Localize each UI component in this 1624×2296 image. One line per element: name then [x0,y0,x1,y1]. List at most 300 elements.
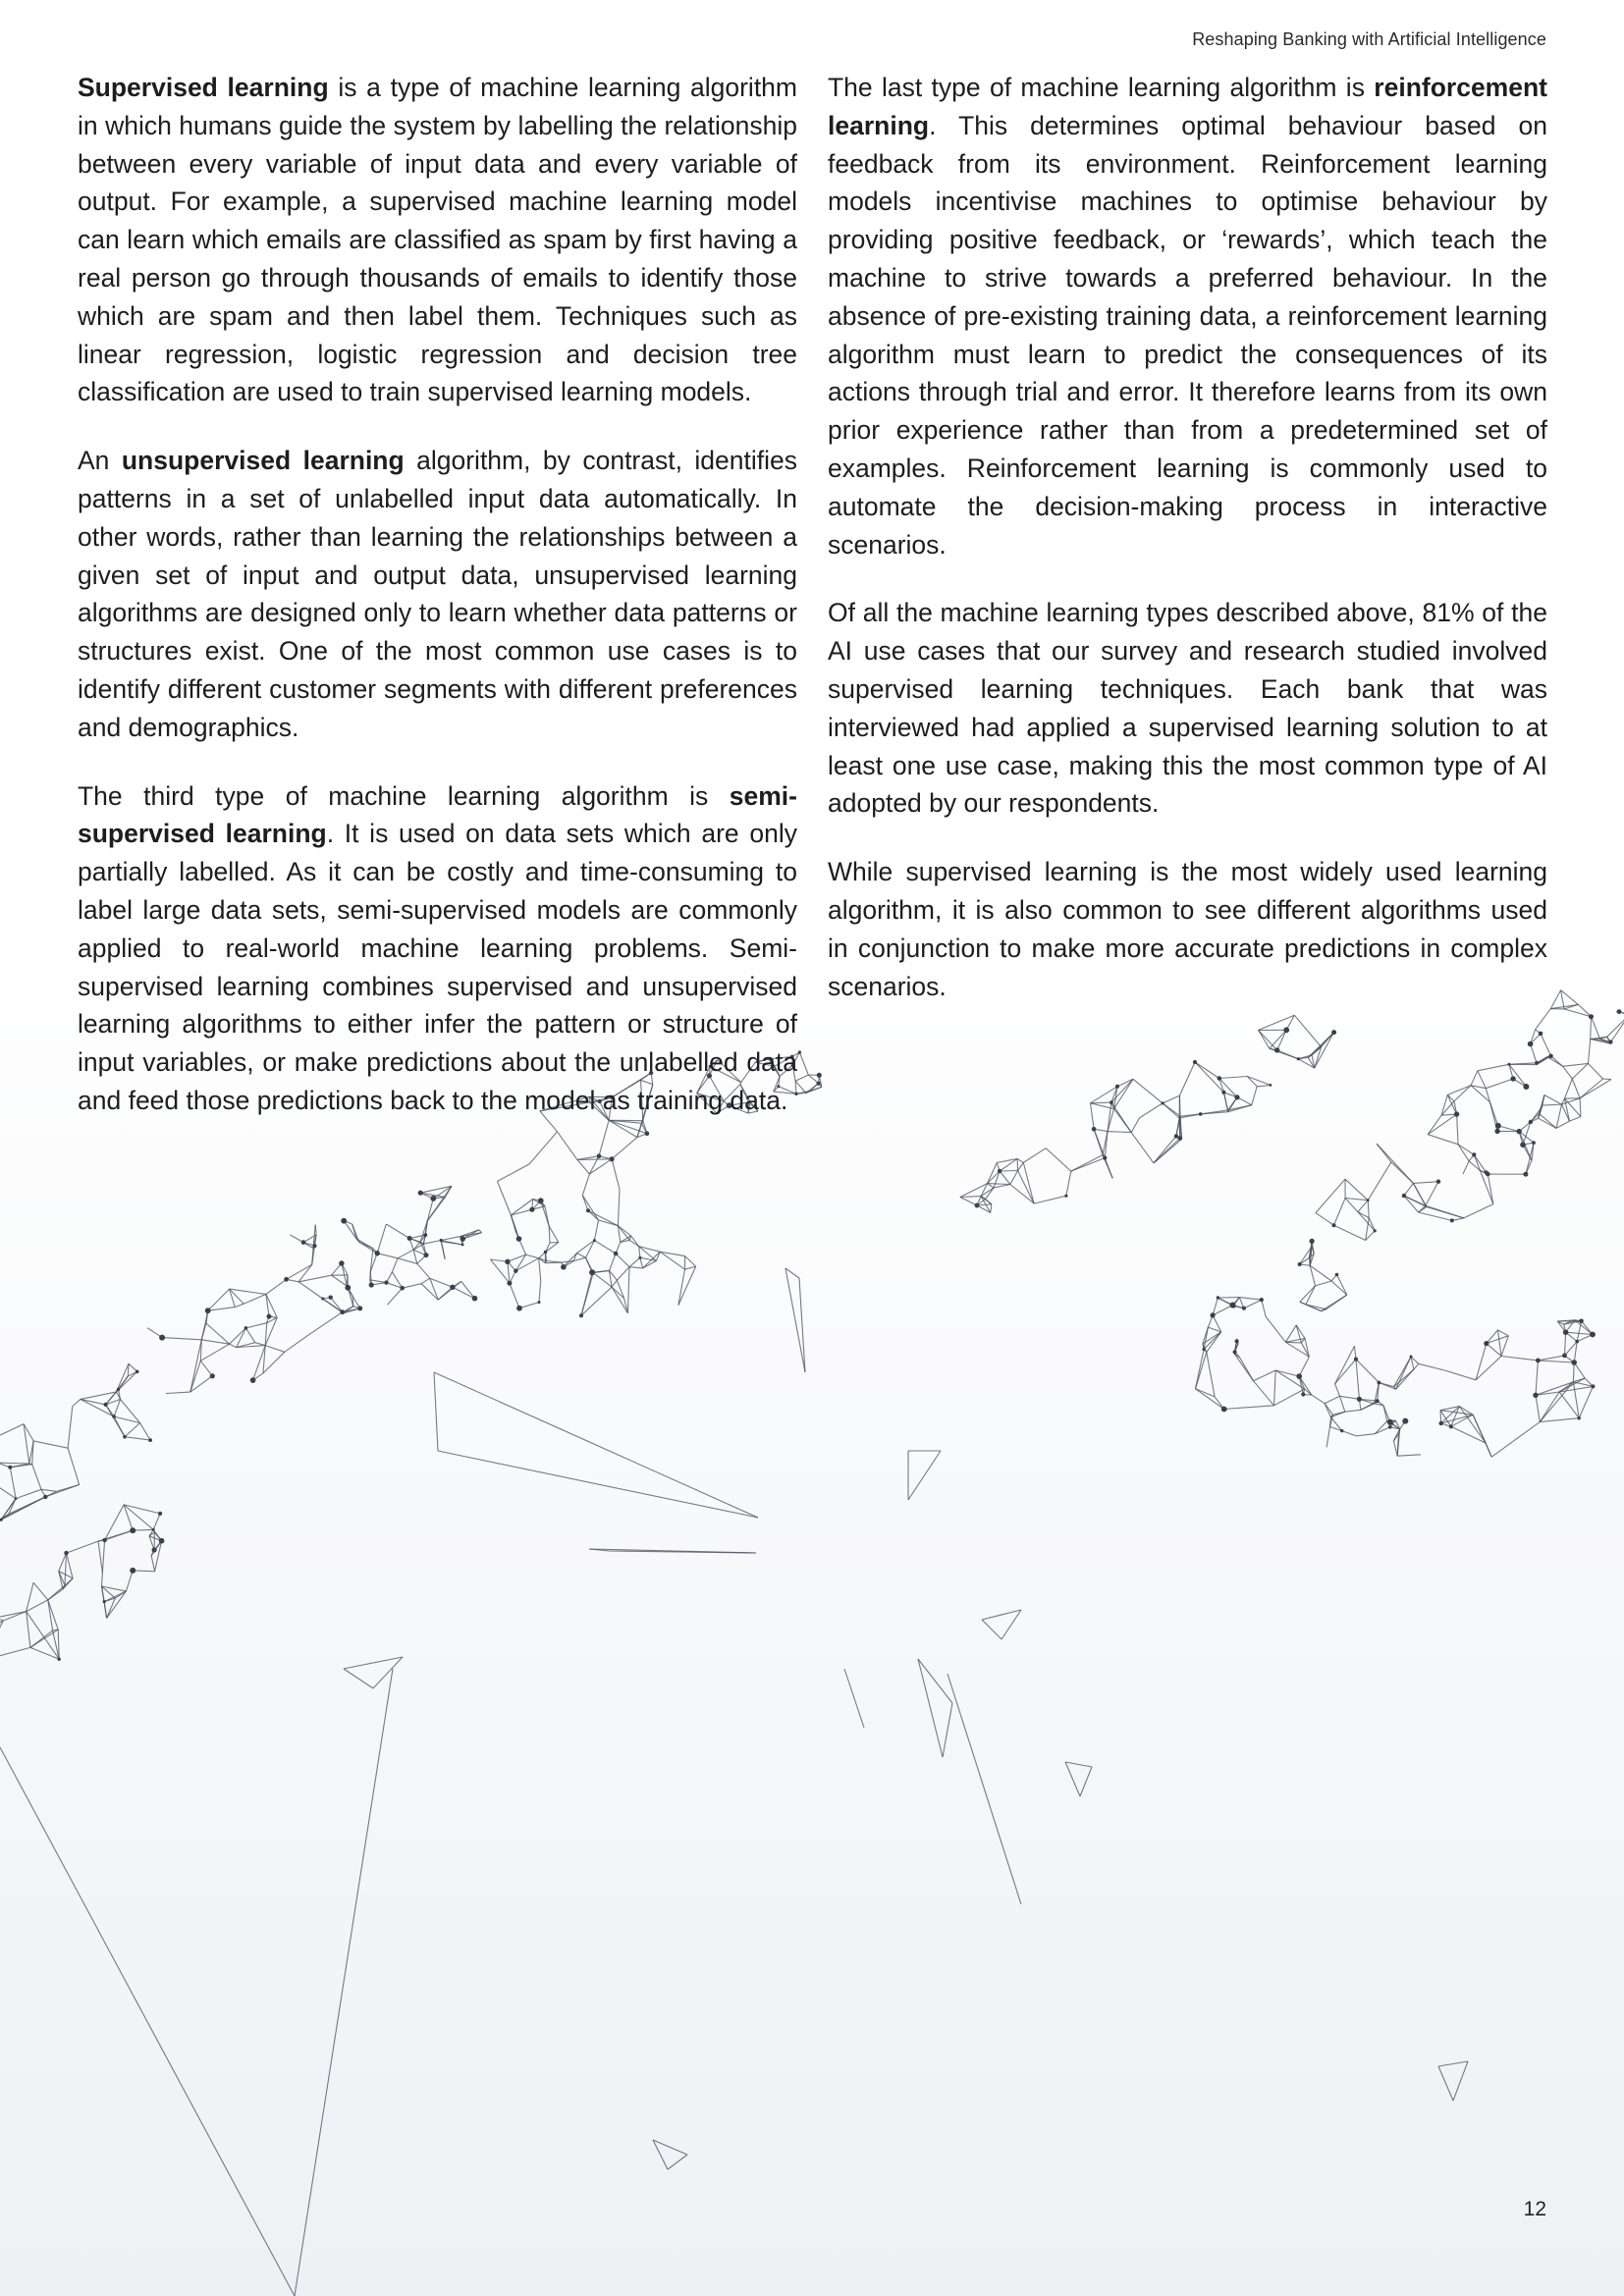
network-edge [24,1424,29,1464]
network-edge [577,1159,590,1174]
network-edge [48,1585,65,1600]
network-edge [1570,1117,1581,1122]
network-edge [612,1159,620,1190]
network-node [267,1314,272,1319]
network-edge [627,1267,629,1313]
term-supervised-learning: Supervised learning [78,73,329,102]
network-edge [1498,1330,1502,1357]
network-node [1575,1340,1579,1344]
network-edge [1414,1363,1419,1369]
network-edge [1018,1171,1035,1204]
network-edge [1034,1196,1066,1203]
network-node [1340,1429,1343,1432]
network-node [244,1326,248,1330]
network-edge [133,1571,154,1572]
network-node [1376,1399,1380,1403]
network-edge [0,1424,24,1440]
term-unsupervised-learning: unsupervised learning [121,446,405,476]
network-edge [1509,1064,1527,1087]
network-edge [1369,1218,1375,1231]
network-edge [1195,1062,1219,1079]
network-node [1484,1341,1489,1346]
network-node [614,1252,619,1256]
network-edge [10,1468,16,1499]
network-node [1494,1129,1499,1134]
network-edge [618,1190,620,1226]
network-node [1517,1129,1522,1134]
network-edge [9,1497,46,1515]
network-edge [1438,2066,1453,2101]
network-edge [549,1226,550,1243]
network-edge [1342,1431,1357,1436]
network-edge [67,1541,99,1553]
network-node [1301,1392,1305,1396]
network-node [1520,1142,1526,1148]
network-node [103,1600,106,1603]
network-edge [200,1344,229,1361]
network-edge [1066,1171,1071,1196]
network-node [1454,1111,1459,1116]
network-edge [48,1600,53,1630]
running-header: Reshaping Banking with Artificial Intelligence [1192,29,1546,49]
network-node [1374,1229,1377,1232]
network-node [369,1282,374,1287]
network-edge [1345,1410,1361,1412]
network-edge [1451,1426,1486,1443]
network-node [514,1269,517,1273]
network-node [1402,1418,1408,1424]
network-node [130,1568,135,1574]
network-edge [1023,1162,1034,1203]
network-node [130,1527,135,1533]
network-edge [1326,1427,1329,1448]
network-edge [1196,1389,1224,1410]
paragraph-text: . This determines optimal behaviour based on feedback from its environment. Reinforcement learning models incentivise machines to optimise behaviour by providing positive feedback, or ‘rewards’, which teach the machine to strive towards a preferred behaviour. In the absence of pre-existing training data, a reinforcement learning algorithm must learn to predict the consequences of its actions through trial and error. It therefore learns from its own prior experience rather than from a predetermined set of examples. Reinforcement learning is commonly used to automate the decision-making process in interactive scenarios. [828,110,1547,560]
network-edge [1556,1121,1569,1128]
network-edge [908,1451,941,1500]
network-edge [421,1278,430,1284]
network-node [450,1285,455,1290]
network-edge [510,1283,519,1308]
network-edge [508,1261,510,1283]
network-edge [235,1304,244,1307]
network-edge [918,1659,943,1757]
term-reinforcement-learning: reinforcement learning [828,73,1547,140]
network-node [123,1435,127,1439]
network-edge [190,1340,202,1392]
network-node [1115,1085,1119,1089]
network-node [975,1203,980,1208]
network-edge [1094,1129,1105,1157]
network-edge [441,1241,462,1246]
network-edge [943,1703,952,1757]
network-edge [1419,1363,1446,1370]
network-edge [392,1258,398,1272]
network-edge [359,1242,378,1254]
paragraph-text: . It is used on data sets which are only partially labelled. As it can be costly and time-consuming to label large data sets, semi-supervised models are commonly applied to real-world machine learning problems. Semi-supervised learning combines supervised and unsupervised learning algorithms to either infer the pattern or structure of input variables, or make predictions about the unlabelled data and feed those predictions back to the model as training data. [78,819,797,1115]
network-edge [1234,1354,1254,1381]
network-edge [208,1289,230,1310]
network-edge [438,1281,461,1300]
network-edge [1356,1434,1375,1436]
network-edge [370,1272,371,1280]
network-node [1450,1218,1454,1222]
network-edge [1413,1182,1438,1184]
network-node [1233,1350,1237,1354]
network-edge [1573,1382,1579,1418]
network-edge [245,1323,266,1328]
network-edge [1065,1762,1092,1767]
network-node [102,1538,106,1542]
network-node [1177,1136,1182,1141]
network-edge [1266,1316,1285,1342]
network-edge [1306,1286,1316,1305]
network-edge [1179,1062,1195,1095]
network-edge [1345,1199,1358,1212]
network-edge [629,1257,640,1267]
network-node [400,1286,405,1291]
network-edge [1285,1325,1296,1342]
network-edge [988,1184,1010,1185]
network-edge [413,1250,417,1263]
network-edge [1478,1071,1487,1089]
network-edge [1603,1079,1611,1080]
paragraph-text: algorithm, by contrast, identifies patterns in a set of unlabelled input data automatically. In other words, rather than learning the relationships between a given set of input and output data, unsupervised learning algorithms are designed only to learn whether data patterns or structures exist. One of the most common use cases is to identify different customer segments with different preferences and demographics. [78,446,797,742]
network-edge [616,1254,629,1267]
network-edge [1277,1050,1299,1059]
network-edge [639,1247,640,1258]
network-edge [1375,1421,1387,1434]
network-node [1310,1239,1315,1244]
network-edge [1589,1063,1603,1079]
network-node [430,1196,436,1201]
network-edge [1080,1767,1092,1796]
network-edge [577,1159,612,1160]
network-edge [1538,1356,1564,1361]
network-node [472,1296,478,1302]
network-edge [653,2140,687,2155]
network-edge [629,1267,643,1268]
network-edge [678,1269,685,1305]
network-node [1203,1348,1206,1351]
network-edge [1453,2061,1468,2101]
network-edge [1580,1079,1602,1098]
network-node [1579,1319,1584,1324]
network-node [284,1277,289,1282]
network-edge [208,1308,236,1311]
network-node [329,1296,333,1300]
network-node [43,1495,47,1499]
network-edge [1592,1017,1600,1040]
network-edge [285,1335,309,1353]
network-edge [1580,1098,1581,1117]
network-node [460,1236,465,1241]
network-edge [1539,1118,1556,1128]
network-edge [263,1352,285,1373]
network-edge [298,1282,323,1299]
network-lines [0,990,1624,2296]
network-node [1563,1330,1568,1335]
network-node [8,1466,12,1469]
network-node [538,1301,541,1304]
network-node [1589,1014,1594,1019]
network-edge [564,1254,577,1267]
network-edge [1111,1079,1133,1102]
network-edge [549,1226,559,1242]
network-edge [73,1399,81,1406]
network-edge [16,1489,41,1498]
network-edge [166,1392,190,1393]
network-edge [1154,1139,1182,1163]
network-node [117,1388,120,1391]
network-edge [81,1399,106,1405]
network-edge [237,1328,246,1348]
network-edge [1325,1396,1339,1403]
network-edge [48,1600,58,1629]
network-node [1234,1095,1239,1099]
network-node [1217,1296,1219,1299]
network-edge [1572,1063,1588,1079]
network-edge [245,1328,254,1343]
network-edge [133,1529,153,1530]
network-node [589,1269,595,1275]
network-edge [1239,1298,1262,1301]
network-edge [102,1586,127,1591]
network-edge [1334,1225,1366,1240]
network-edge [287,1264,312,1279]
network-edge [1017,1158,1018,1170]
network-node [112,1415,116,1418]
network-node [1174,1134,1178,1138]
network-node [321,1298,324,1301]
network-edge [1404,1196,1419,1212]
network-edge [434,1372,438,1451]
network-edge [685,1256,696,1267]
network-node [638,1256,641,1259]
network-edge [1457,1114,1459,1145]
network-edge [1473,1415,1491,1457]
network-edge [1573,1362,1574,1382]
network-edge [1345,1199,1368,1201]
network-edge [668,2155,687,2169]
network-edge [27,1582,33,1611]
network-edge [1010,1171,1018,1185]
network-node [1523,1172,1528,1177]
network-edge [631,1236,639,1247]
network-edge [1331,1281,1347,1295]
network-edge [1565,1079,1573,1098]
network-edge [33,1441,68,1448]
network-edge [582,1174,589,1196]
network-edge [230,1289,266,1294]
network-edge [1447,1086,1471,1095]
network-edge [1105,1158,1112,1179]
network-edge [1300,1302,1306,1305]
network-edge [612,1287,627,1313]
network-edge [1316,1213,1334,1226]
network-edge [594,1241,616,1254]
network-edge [1397,1455,1421,1456]
network-edge [1108,1102,1111,1132]
network-edge [1140,1103,1164,1118]
network-edge [230,1328,246,1344]
network-edge [1312,1395,1325,1404]
network-node [1260,1298,1264,1302]
network-edge [266,1279,287,1294]
network-edge [526,1255,539,1258]
network-edge [1551,1056,1563,1067]
network-node [1528,1041,1534,1047]
network-edge [573,1257,585,1260]
network-node [135,1370,139,1374]
network-node [1608,1040,1612,1043]
network-edge [3,1612,26,1621]
paragraph-semi-supervised-learning [78,777,797,1120]
network-edge [1108,1132,1131,1133]
network-edge [1428,1114,1456,1135]
network-edge [1393,1441,1397,1456]
network-node [1092,1127,1097,1132]
network-edge [386,1224,409,1239]
network-edge [32,1465,41,1490]
network-edge [1274,1389,1305,1406]
network-edge [1337,1275,1347,1296]
network-node [1523,1084,1529,1090]
network-node [1298,1262,1302,1266]
network-edge [1498,1330,1509,1336]
network-edge [102,1540,104,1573]
network-edge [81,1399,114,1416]
network-edge [1541,1034,1551,1056]
network-edge [960,1197,981,1198]
network-edge [1498,1126,1519,1132]
network-edge [612,1280,617,1287]
right-column [828,69,1547,1036]
network-edge [1463,1161,1469,1174]
network-node [1388,1425,1392,1429]
network-node [1535,1061,1539,1065]
network-node [1199,1112,1203,1116]
network-edge [162,1338,201,1340]
network-edge [377,1224,386,1254]
network-node [1410,1356,1413,1359]
network-edge [594,1220,598,1241]
network-node [64,1551,68,1555]
network-node [1221,1407,1227,1413]
network-edge [1257,1085,1271,1087]
network-edge [0,1647,30,1660]
network-hands-illustration [0,982,1624,2296]
network-edge [0,1747,295,2296]
network-edge [1131,1118,1139,1133]
network-edge [1451,1407,1460,1427]
network-edge [1223,1093,1227,1112]
network-edge [125,1437,150,1440]
network-node [1103,1156,1107,1160]
network-edge [1454,1086,1471,1101]
network-node [345,1285,351,1291]
network-edge [1538,1361,1574,1362]
network-edge [1536,1361,1538,1395]
network-edge [1046,1148,1071,1171]
network-node [529,1207,534,1212]
network-edge [1000,1171,1010,1185]
network-edge [201,1322,206,1340]
network-node [1162,1101,1164,1104]
network-edge [1296,1325,1305,1339]
network-edge [1487,1344,1501,1357]
network-node [1402,1194,1406,1198]
network-edge [0,1621,3,1660]
network-edge [1574,1362,1585,1378]
network-edge [1224,1406,1274,1410]
network-edge [295,1669,393,2296]
network-node [597,1153,602,1158]
network-node [250,1377,256,1383]
network-edge [1356,1360,1359,1400]
network-edge [988,1163,998,1184]
network-edge [1091,1102,1111,1103]
network-edge [498,1164,530,1182]
network-edge [498,1181,512,1215]
network-edge [1207,1332,1221,1353]
network-edge [541,1201,549,1226]
network-edge [41,1489,57,1491]
network-node [1533,1393,1538,1398]
network-edge [427,1186,452,1220]
network-edge [0,1463,29,1464]
network-edge [519,1303,539,1308]
network-edge [1544,1095,1562,1105]
network-edge [1540,1418,1579,1422]
network-node [357,1306,362,1310]
network-node [1218,1076,1222,1081]
network-edge [1358,1201,1368,1212]
paragraph-reinforcement-learning [828,69,1547,563]
network-edge [1000,1171,1018,1172]
network-edge [1358,1212,1369,1218]
network-edge [200,1361,212,1376]
network-edge [1458,1145,1469,1161]
network-edge [1426,1182,1438,1206]
network-edge [423,1241,441,1245]
network-node [505,1259,510,1264]
network-edge [114,1400,120,1417]
network-node [375,1251,380,1255]
network-node [104,1403,108,1407]
network-node [1532,1141,1536,1145]
network-edge [1488,1174,1493,1204]
network-node [1578,1416,1581,1419]
network-edge [1219,1077,1248,1079]
network-edge [1018,1162,1024,1170]
network-node [301,1240,306,1245]
network-edge [265,1346,285,1353]
network-edge [1396,1357,1411,1389]
network-node [1449,1424,1453,1428]
network-edge [795,1075,808,1081]
network-edge [312,1249,313,1265]
network-edge [1572,1079,1580,1098]
network-edge [1023,1148,1046,1163]
network-node [424,1253,429,1257]
network-edge [1563,1063,1589,1066]
network-node [593,1239,596,1242]
network-edge [27,1600,48,1612]
network-edge [65,1553,67,1585]
network-edge [1254,1381,1274,1406]
network-edge [1459,1407,1486,1444]
